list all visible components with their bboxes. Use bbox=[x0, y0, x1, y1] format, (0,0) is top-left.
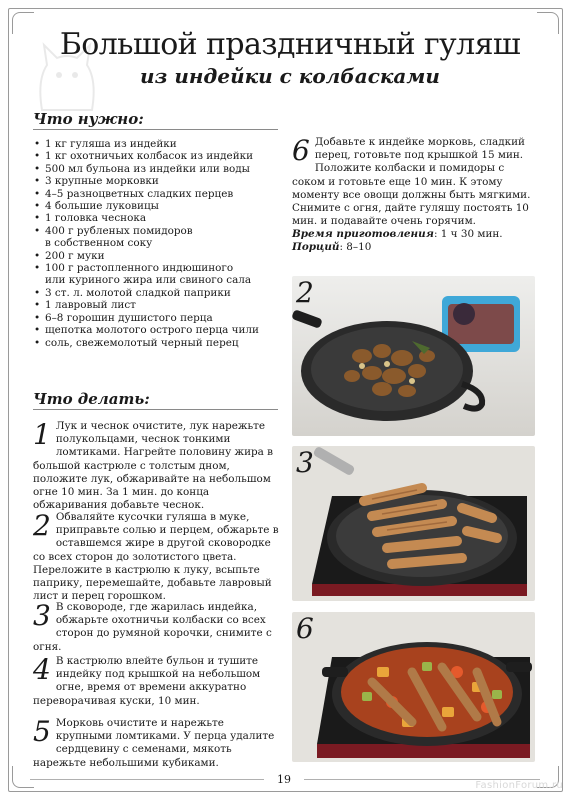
step-2 bbox=[33, 511, 280, 603]
step-6 bbox=[292, 136, 535, 228]
ingredient-item: • 100 г растопленного индюшиного или куриного жира или свиного сала bbox=[32, 262, 282, 287]
ingredient-item: • щепотка молотого острого перца чили bbox=[32, 324, 282, 336]
ingredient-item: • 1 головка чеснока bbox=[32, 212, 282, 224]
ingredients-rule bbox=[33, 129, 278, 130]
ingredient-item: • 1 кг охотничьих колбасок из индейки bbox=[32, 150, 282, 162]
step-5 bbox=[33, 717, 280, 770]
step-4 bbox=[33, 655, 280, 708]
ingredient-item: • 200 г муки bbox=[32, 250, 282, 262]
ingredient-item: • 4–5 разноцветных сладких перцев bbox=[32, 188, 282, 200]
step-number: 2 bbox=[33, 509, 51, 542]
step-1 bbox=[33, 420, 280, 512]
steps-rule bbox=[33, 409, 278, 410]
pan-with-stew-photo-icon bbox=[292, 612, 535, 762]
portions-label: Порций bbox=[292, 241, 340, 253]
step-text: Морковь очистите и нарежьте крупными ломтиками. У перца удалите сердцевину с семенами, мякоть нарежьте небольшими кубиками. bbox=[33, 717, 275, 769]
steps-heading: Что делать: bbox=[33, 390, 150, 408]
photo-number: 2 bbox=[296, 276, 314, 309]
step-text: Лук и чеснок очистите, лук нарежьте полукольцами, чеснок тонкими ломтиками. Нагрейте половину жира в большой кастрюле с толстым дном, положите лук, обжаривайте на небольшом огне 10 мин. За 1 мин. до конца обжаривания добавьте чеснок. bbox=[33, 420, 274, 512]
photo-number: 3 bbox=[296, 446, 314, 479]
ingredient-item: • 400 г рубленых помидоров в собственном соку bbox=[32, 225, 282, 250]
step-text: В сковороде, где жарилась индейка, обжарьте охотничьи колбаски со всех сторон до румяной корочки, снимите с огня. bbox=[33, 601, 272, 653]
photo-step-6 bbox=[292, 612, 535, 762]
pan-with-turkey-photo-icon bbox=[292, 276, 535, 436]
ingredient-item: • 3 крупные морковки bbox=[32, 175, 282, 187]
portions bbox=[292, 241, 532, 254]
step-text: Добавьте к индейке морковь, сладкий перец, готовьте под крышкой 15 мин. Положите колбаски и помидоры с соком и готовьте еще 10 мин. К этому моменту все овощи должны быть мягкими. Снимите с огня, дайте гуляшу постоять 10 мин. и подавайте очень горячим. bbox=[292, 136, 531, 228]
portions-value: : 8–10 bbox=[339, 241, 372, 253]
step-text: В кастрюлю влейте бульон и тушите индейку под крышкой на небольшом огне, время от времени аккуратно переворачивая куски, 10 мин. bbox=[33, 655, 261, 707]
photo-step-3 bbox=[292, 446, 535, 601]
prep-time bbox=[292, 228, 532, 241]
ingredient-item: • 500 мл бульона из индейки или воды bbox=[32, 163, 282, 175]
ingredient-item: • 1 лавровый лист bbox=[32, 299, 282, 311]
photo-step-2 bbox=[292, 276, 535, 436]
recipe-meta bbox=[292, 228, 532, 254]
step-number: 1 bbox=[33, 418, 51, 451]
frame-corner bbox=[12, 766, 34, 788]
step-text: Обваляйте кусочки гуляша в муке, приправьте солью и перцем, обжарьте в оставшемся жире в другой сковородке со всех сторон до золотистого цвета. Переложите в кастрюлю к луку, всыпьте паприку, перемешайте, добавьте лавровый лист и перец горошком. bbox=[33, 511, 279, 603]
page-title: Большой праздничный гуляш bbox=[59, 27, 521, 62]
ingredient-item: • 3 ст. л. молотой сладкой паприки bbox=[32, 287, 282, 299]
ingredient-item: • 1 кг гуляша из индейки bbox=[32, 138, 282, 150]
ingredient-item: • соль, свежемолотый черный перец bbox=[32, 337, 282, 349]
prep-time-value: : 1 ч 30 мин. bbox=[433, 228, 503, 240]
step-number: 4 bbox=[33, 653, 51, 686]
ingredients-heading: Что нужно: bbox=[33, 110, 144, 128]
photo-number: 6 bbox=[296, 612, 314, 645]
step-3 bbox=[33, 601, 280, 654]
ingredient-item: • 6–8 горошин душистого перца bbox=[32, 312, 282, 324]
step-number: 3 bbox=[33, 599, 51, 632]
page-number: 19 bbox=[264, 773, 304, 786]
step-number: 5 bbox=[33, 715, 51, 748]
site-watermark: FashionForum.ru bbox=[475, 780, 563, 791]
ingredients-list bbox=[32, 138, 282, 349]
pan-with-sausages-photo-icon bbox=[292, 446, 535, 601]
ingredient-item: • 4 большие луковицы bbox=[32, 200, 282, 212]
step-number: 6 bbox=[292, 134, 310, 167]
page-subtitle: из индейки с колбасками bbox=[140, 64, 440, 88]
prep-time-label: Время приготовления bbox=[292, 228, 434, 240]
